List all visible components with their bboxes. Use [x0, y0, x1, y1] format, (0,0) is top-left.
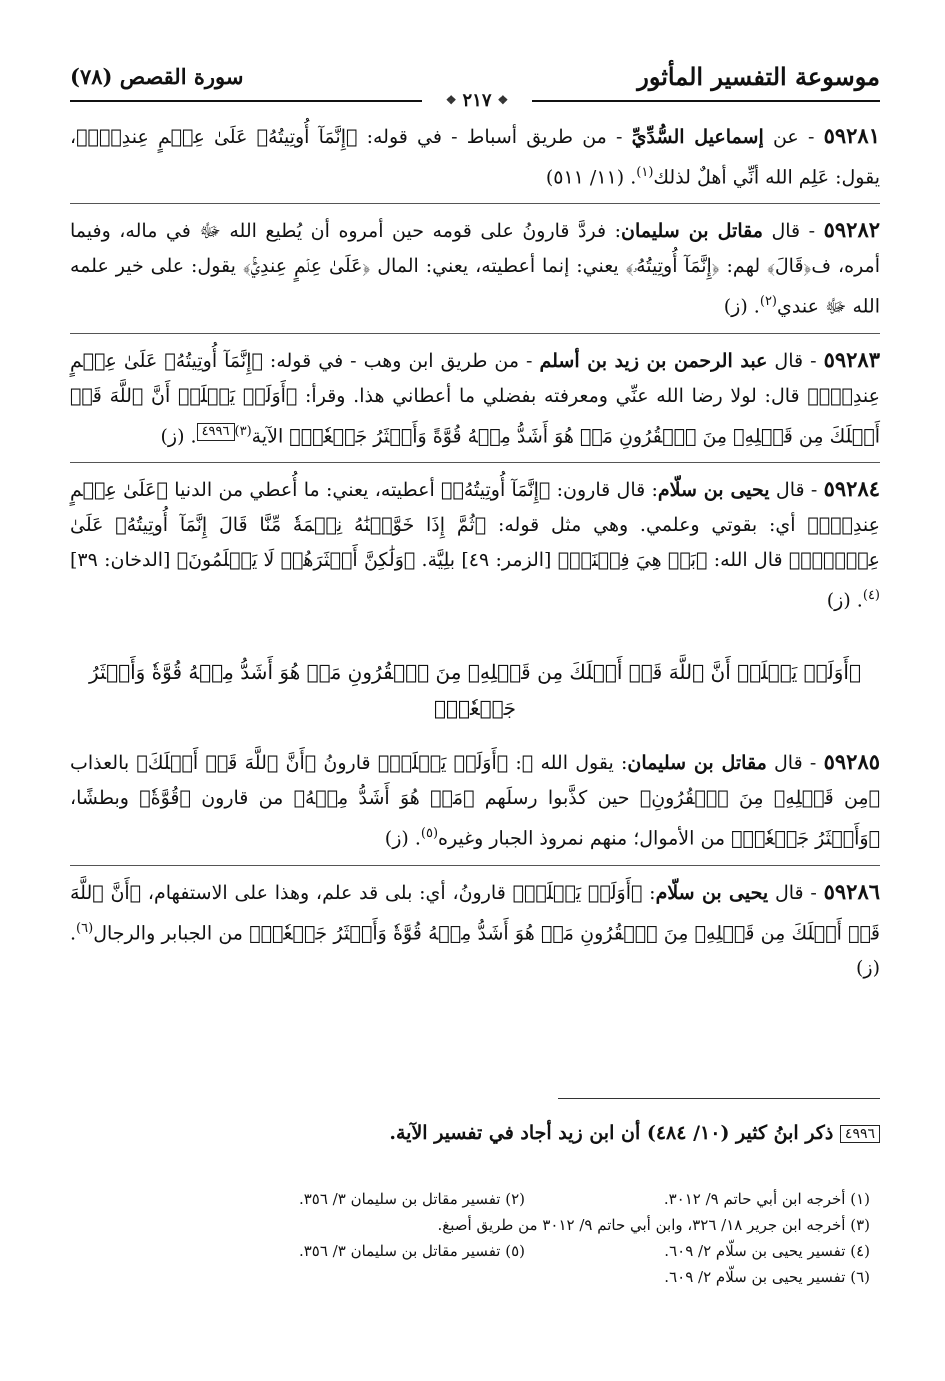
text: - عن: [763, 126, 824, 148]
page-number: [422, 88, 532, 112]
entry-number: ٥٩٢٨٣: [823, 346, 880, 372]
text: وبطشًا،: [70, 787, 140, 810]
narrator-name: يحيى بن سلّام: [657, 478, 770, 501]
footnote-row: [180, 1186, 870, 1212]
surah-title: سورة القصص (٧٨): [70, 63, 244, 89]
quran-quote: ﴿وَأَكۡثَرُ جَمۡعٗاۚ﴾: [731, 827, 880, 850]
narrator-name: إسماعيل السُّدِّيِّ: [631, 126, 764, 148]
text: قارونُ، أي: بلى قد علم، وهذا على الاستفهام،: [141, 881, 513, 904]
text: - قال: [768, 881, 824, 904]
text: من الأموال؛ منهم نمروذ الجبار وغيره: [438, 827, 732, 850]
footnotes: [180, 1186, 870, 1290]
footnote: (٦) تفسير يحيى بن سلّام ٢/ ٦٠٩.: [664, 1268, 870, 1286]
footnote-ref[interactable]: (٤): [862, 587, 880, 603]
text: من الجبابر والرجال: [93, 921, 250, 944]
narration-entry: [70, 471, 880, 618]
footnote-row: [180, 1212, 870, 1238]
quran-quote: ﴿إِنَّمَآ أُوتِيتُهُۥ عَلَىٰ عِلۡمٍ عِندِيٓۚ﴾: [70, 349, 880, 407]
text: :: [642, 881, 656, 904]
text: : يقول الله ﷻ:: [508, 752, 628, 775]
quran-quote: ﴿قَالَ﴾: [767, 255, 812, 278]
text: - قال: [769, 478, 824, 501]
entry-number: ٥٩٢٨٥: [823, 749, 881, 775]
quran-quote: ﴿أَنَّ ٱللَّهَ قَدۡ أَهۡلَكَ مِن قَبۡلِهِۦ مِنَ ٱلۡقُرُونِ مَنۡ هُوَ أَشَدُّ مِنۡهُ قُوَّةٗ وَأَكۡثَرُ جَمۡعٗاۚ﴾: [70, 881, 880, 944]
quran-quote: ﴿أَوَلَمۡ يَعۡلَمۡ﴾: [377, 752, 509, 775]
narrator-name: عبد الرحمن بن زيد بن أسلم: [539, 349, 768, 372]
footnote: (٣) أخرجه ابن جرير ١٨/ ٣٢٦، وابن أبي حاتم ٩/ ٣٠١٢ من طريق أصبغ.: [437, 1216, 870, 1234]
text: ، يقول: عَلِم الله أنِّي أهلٌ لذلك: [70, 126, 880, 189]
text: . (ز): [826, 589, 863, 612]
entry-divider: [70, 333, 880, 334]
narrator-name: مقاتل بن سليمان: [627, 752, 767, 775]
text: . (ز): [70, 921, 880, 979]
quran-quote: ﴿بَلۡ هِيَ فِتۡنَةٞ﴾: [557, 548, 708, 571]
quran-quote: ﴿وَلَٰكِنَّ أَكۡثَرَهُمۡ لَا يَعۡلَمُونَ﴾: [176, 548, 416, 571]
text: لهم:: [719, 255, 768, 278]
footnote-ref[interactable]: (٣): [234, 423, 252, 439]
quran-quote: ﴿عَلَىٰ عِلۡمٍ عِندِيٓۚ﴾: [242, 255, 371, 278]
entry-number: ٥٩٢٨٤: [823, 475, 881, 501]
text: قارونُ: [316, 752, 378, 775]
text: . (١١/ ٥١١): [545, 166, 637, 189]
text: - قال: [766, 752, 824, 775]
book-title: موسوعة التفسير المأثور: [637, 61, 880, 91]
entry-divider: [70, 462, 880, 463]
text: - قال: [762, 220, 824, 243]
quran-quote: ﴿مِن قَبۡلِهِۦ مِنَ ٱلۡقُرُونِ﴾: [639, 787, 881, 810]
main-text: [70, 118, 880, 994]
quran-quote: ﴿إِنَّمَآ أُوتِيتُهُۥ عَلَىٰ عِلۡمٍ عِندِيٓۚ﴾: [76, 126, 358, 148]
footnote-ref[interactable]: (٥): [420, 826, 439, 842]
ayah-heading: ﴿أَوَلَمۡ يَعۡلَمۡ أَنَّ ٱللَّهَ قَدۡ أَهۡلَكَ مِن قَبۡلِهِۦ مِنَ ٱلۡقُرُونِ مَنۡ هُوَ أَشَدُّ مِنۡهُ قُوَّةٗ وَأَكۡثَرُ جَمۡعٗاۚ﴾: [89, 660, 861, 721]
quran-quote: ﴿عَلَىٰ عِلۡمٍ عِندِيٓۚ﴾: [70, 478, 880, 536]
text: حين كذَّبوا رسلَهم: [474, 787, 640, 810]
page-number-text: ٢١٧: [462, 89, 492, 111]
narrator-name: يحيى بن سلّام: [655, 881, 769, 904]
text: : قال قارون:: [550, 478, 658, 501]
entry-number: ٥٩٢٨١: [823, 123, 880, 148]
text: يقول: على خير علمه الله ﷻ عندي: [70, 255, 880, 318]
text: قال الله:: [707, 548, 789, 571]
quran-quote: ﴿مَنۡ هُوَ أَشَدُّ مِنۡهُ﴾: [293, 787, 475, 810]
quran-quote: ﴿إِنَّمَآ أُوتِيتُهُۥ﴾: [441, 478, 551, 501]
text: . (ز): [723, 295, 760, 318]
commentary-text: ذكر ابنُ كثير (١٠/ ٤٨٤) أن ابن زيد أجاد في تفسير الآية.: [389, 1122, 840, 1144]
narration-entry: [70, 212, 880, 324]
footnote-ref[interactable]: (٢): [759, 294, 777, 310]
commentary-badge[interactable]: ٤٩٩٦: [197, 423, 235, 441]
ornament-icon: ❖: [445, 93, 457, 107]
narration-entry: [70, 118, 880, 195]
text: يعني: إنما أعطيته، يعني: المال: [370, 255, 626, 278]
narration-entry: [70, 744, 880, 856]
entry-number: ٥٩٢٨٢: [823, 217, 881, 243]
footnote: (٤) تفسير يحيى بن سلّام ٢/ ٦٠٩.: [664, 1242, 870, 1260]
text: أي: بقوتي وعلمي. وهي مثل قوله:: [486, 513, 808, 536]
footnote-row: [180, 1264, 870, 1290]
commentary-note: [70, 1118, 880, 1148]
text: . (ز): [160, 424, 197, 447]
narration-entry: [70, 874, 880, 986]
text: - قال: [767, 349, 824, 372]
quran-quote: ﴿أَوَلَمۡ يَعۡلَمۡ﴾: [512, 881, 643, 904]
text: من قارون: [190, 787, 294, 810]
text: أعطيته، يعني: ما أُعطي من الدنيا: [167, 478, 442, 501]
narrator-name: مقاتل بن سليمان: [621, 220, 763, 243]
text: [الزمر: ٤٩] بلِيَّة.: [415, 548, 558, 571]
commentary-badge: ٤٩٩٦: [840, 1125, 880, 1143]
footnote: (١) أخرجه ابن أبي حاتم ٩/ ٣٠١٢.: [663, 1190, 870, 1208]
text: - من طريق أسباط - في قوله:: [357, 126, 632, 148]
text: قال: لولا رضا الله عنِّي ومعرفته بفضلي ما أعطاني هذا. وقرأ:: [297, 384, 808, 407]
entry-number: ٥٩٢٨٦: [823, 878, 881, 904]
quran-quote: ﴿إِنَّمَآ أُوتِيتُهُۥ﴾: [625, 255, 720, 278]
ornament-icon: ❖: [497, 93, 509, 107]
text: : فردَّ قارونُ على قومه حين أمروه أن يُطيع الله ﷻ في ماله، وفيما أمره، ف: [70, 220, 881, 278]
footnote-row: [180, 1238, 870, 1264]
text: [الدخان: ٣٩]: [70, 548, 177, 571]
text: بالعذاب: [70, 752, 137, 775]
text: الآية: [251, 424, 290, 447]
footnote: (٢) تفسير مقاتل بن سليمان ٣/ ٣٥٦.: [298, 1190, 525, 1208]
footnote-ref[interactable]: (٦): [76, 920, 94, 936]
entry-divider: [70, 203, 880, 204]
quran-quote: ﴿أَوَلَمۡ يَعۡلَمۡ أَنَّ ٱللَّهَ قَدۡ أَهۡلَكَ مِن قَبۡلِهِۦ مِنَ ٱلۡقُرُونِ مَنۡ هُوَ أَشَدُّ مِنۡهُ قُوَّةً وَأَكۡثَرُ جَمۡعٗاۚ﴾: [70, 384, 880, 447]
quran-quote: ﴿قُوَّةٗ﴾: [139, 787, 191, 810]
footnote-ref[interactable]: (١): [636, 165, 654, 180]
text: . (ز): [384, 827, 421, 850]
text: - من طريق ابن وهب - في قوله:: [262, 349, 540, 372]
quran-quote: ﴿أَنَّ ٱللَّهَ قَدۡ أَهۡلَكَ﴾: [136, 752, 317, 775]
entry-divider: [70, 865, 880, 866]
footnote: (٥) تفسير مقاتل بن سليمان ٣/ ٣٥٦.: [298, 1242, 525, 1260]
footnote-rule: [558, 1098, 880, 1099]
quran-quote: ﴿ثُمَّ إِذَا خَوَّلۡنَٰهُ نِعۡمَةٗ مِّنَّا قَالَ إِنَّمَآ أُوتِيتُهُۥ عَلَىٰ عِلۡمِۭۚ﴾: [70, 513, 880, 571]
narration-entry: [70, 342, 880, 454]
